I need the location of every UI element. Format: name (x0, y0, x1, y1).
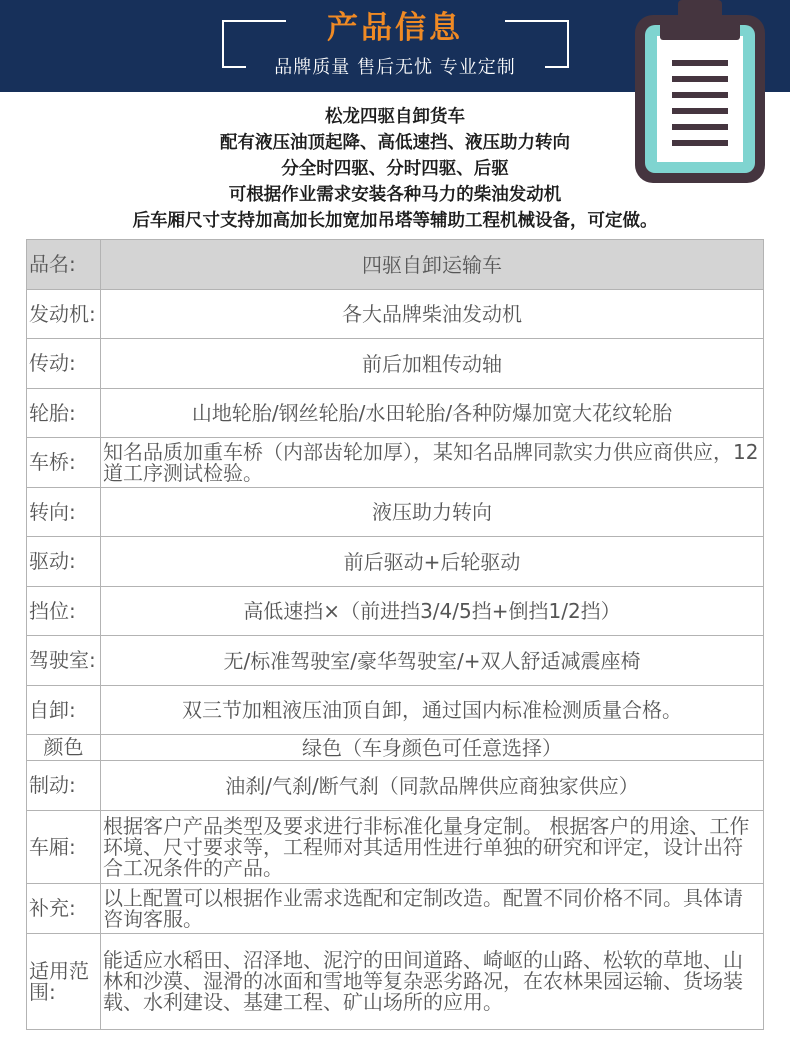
row-label: 车厢: (27, 811, 101, 884)
row-label: 转向: (27, 488, 101, 537)
row-value: 前后驱动+后轮驱动 (101, 537, 764, 587)
intro-line: 分全时四驱、分时四驱、后驱 (281, 159, 509, 179)
row-value: 绿色（车身颜色可任意选择） (101, 735, 764, 761)
row-value: 根据客户产品类型及要求进行非标准化量身定制。 根据客户的用途、工作环境、尺寸要求等，工程师对其适用性进行单独的研究和评定，设计出符合工况条件的产品。 (101, 811, 764, 884)
row-label: 颜色 (27, 735, 101, 761)
intro-line: 松龙四驱自卸货车 (325, 107, 465, 127)
row-label: 轮胎: (27, 389, 101, 438)
intro-line: 后车厢尺寸支持加高加长加宽加吊塔等辅助工程机械设备，可定做。 (132, 211, 658, 231)
row-label: 品名: (27, 240, 101, 290)
row-label: 传动: (27, 339, 101, 389)
row-value: 以上配置可以根据作业需求选配和定制改造。配置不同价格不同。具体请咨询客服。 (101, 884, 764, 934)
intro-block (0, 104, 790, 234)
table-row (27, 488, 764, 537)
table-row (27, 290, 764, 339)
table-row (27, 761, 764, 811)
row-label: 制动: (27, 761, 101, 811)
row-value: 油刹/气刹/断气刹（同款品牌供应商独家供应） (101, 761, 764, 811)
spec-table (26, 239, 764, 1030)
row-value: 能适应水稻田、沼泽地、泥泞的田间道路、崎岖的山路、松软的草地、山林和沙漠、湿滑的冰面和雪地等复杂恶劣路况，在农林果园运输、货场装载、水利建设、基建工程、矿山场所的应用。 (101, 934, 764, 1030)
table-row (27, 339, 764, 389)
row-value: 知名品质加重车桥（内部齿轮加厚），某知名品牌同款实力供应商供应，12道工序测试检验。 (101, 438, 764, 488)
row-value: 山地轮胎/钢丝轮胎/水田轮胎/各种防爆加宽大花纹轮胎 (101, 389, 764, 438)
table-row (27, 811, 764, 884)
row-label: 自卸: (27, 686, 101, 735)
row-label: 驾驶室: (27, 636, 101, 686)
row-value: 高低速挡×（前进挡3/4/5挡+倒挡1/2挡） (101, 587, 764, 636)
table-row (27, 587, 764, 636)
table-row (27, 537, 764, 587)
table-row (27, 735, 764, 761)
row-label: 挡位: (27, 587, 101, 636)
row-label: 驱动: (27, 537, 101, 587)
page-subtitle: 品牌质量 售后无忧 专业定制 (274, 57, 516, 78)
intro-line: 配有液压油顶起降、高低速挡、液压助力转向 (220, 133, 570, 153)
table-row (27, 240, 764, 290)
table-row (27, 438, 764, 488)
row-value: 双三节加粗液压油顶自卸，通过国内标准检测质量合格。 (101, 686, 764, 735)
row-label: 适用范围: (27, 934, 101, 1030)
table-row (27, 884, 764, 934)
row-label: 补充: (27, 884, 101, 934)
row-value: 无/标准驾驶室/豪华驾驶室/+双人舒适减震座椅 (101, 636, 764, 686)
table-row (27, 934, 764, 1030)
row-value: 各大品牌柴油发动机 (101, 290, 764, 339)
row-value: 前后加粗传动轴 (101, 339, 764, 389)
table-row (27, 636, 764, 686)
page-title: 产品信息 (327, 10, 463, 46)
intro-line: 可根据作业需求安装各种马力的柴油发动机 (228, 185, 562, 205)
table-row (27, 686, 764, 735)
row-value: 四驱自卸运输车 (101, 240, 764, 290)
row-value: 液压助力转向 (101, 488, 764, 537)
row-label: 发动机: (27, 290, 101, 339)
row-label: 车桥: (27, 438, 101, 488)
table-row (27, 389, 764, 438)
